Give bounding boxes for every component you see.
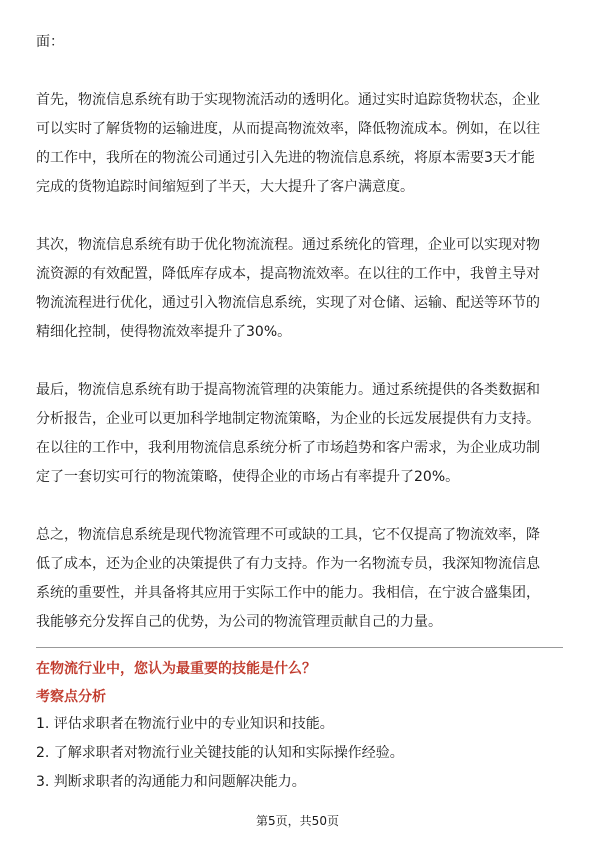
list-item: 3. 判断求职者的沟通能力和问题解决能力。: [36, 774, 306, 790]
paragraph-line: 流资源的有效配置，降低库存成本，提高物流效率。在以往的工作中，我曾主导对: [36, 266, 540, 282]
paragraph-line: 的工作中，我所在的物流公司通过引入先进的物流信息系统，将原本需要3天才能: [36, 150, 535, 166]
list-item: 1. 评估求职者在物流行业中的专业知识和技能。: [36, 716, 334, 732]
paragraph-line: 系统的重要性，并具备将其应用于实际工作中的能力。我相信，在宁波合盛集团，: [36, 585, 540, 601]
paragraph-line: 低了成本，还为企业的决策提供了有力支持。作为一名物流专员，我深知物流信息: [36, 556, 540, 572]
paragraph-line: 在以往的工作中，我利用物流信息系统分析了市场趋势和客户需求，为企业成功制: [36, 440, 540, 456]
analysis-heading: 考察点分析: [36, 689, 106, 705]
paragraph-gap: [36, 492, 563, 521]
paragraph-line: 总之，物流信息系统是现代物流管理不可或缺的工具，它不仅提高了物流效率，降: [36, 527, 540, 543]
paragraph-gap: [36, 347, 563, 376]
paragraph-line: 精细化控制，使得物流效率提升了30%。: [36, 324, 292, 340]
paragraph-line: 首先，物流信息系统有助于实现物流活动的透明化。通过实时追踪货物状态，企业: [36, 92, 540, 108]
intro-line: 面：: [36, 34, 64, 50]
paragraph-first: [36, 86, 563, 202]
paragraph-line: 物流流程进行优化，通过引入物流信息系统，实现了对仓储、运输、配送等环节的: [36, 295, 540, 311]
paragraph-line: 我能够充分发挥自己的优势，为公司的物流管理贡献自己的力量。: [36, 614, 442, 630]
paragraph-line: 可以实时了解货物的运输进度，从而提高物流效率，降低物流成本。例如，在以往: [36, 121, 540, 137]
paragraph-line: 分析报告，企业可以更加科学地制定物流策略，为企业的长远发展提供有力支持。: [36, 411, 540, 427]
analysis-list: [36, 710, 563, 797]
paragraph-line: 完成的货物追踪时间缩短到了半天，大大提升了客户满意度。: [36, 179, 414, 195]
paragraph-third: [36, 376, 563, 492]
list-item: 2. 了解求职者对物流行业关键技能的认知和实际操作经验。: [36, 745, 404, 761]
paragraph-line: 定了一套切实可行的物流策略，使得企业的市场占有率提升了20%。: [36, 469, 460, 485]
section-divider: [36, 647, 563, 648]
paragraph-second: [36, 231, 563, 347]
page-content: [36, 28, 563, 797]
page-number: 第5页，共50页: [256, 814, 339, 828]
paragraph-line: 最后，物流信息系统有助于提高物流管理的决策能力。通过系统提供的各类数据和: [36, 382, 540, 398]
interview-question: 在物流行业中，您认为最重要的技能是什么？: [36, 661, 316, 677]
paragraph-conclusion: [36, 521, 563, 637]
paragraph-line: 其次，物流信息系统有助于优化物流流程。通过系统化的管理，企业可以实现对物: [36, 237, 540, 253]
paragraph-gap: [36, 202, 563, 231]
paragraph-gap: [36, 57, 563, 86]
